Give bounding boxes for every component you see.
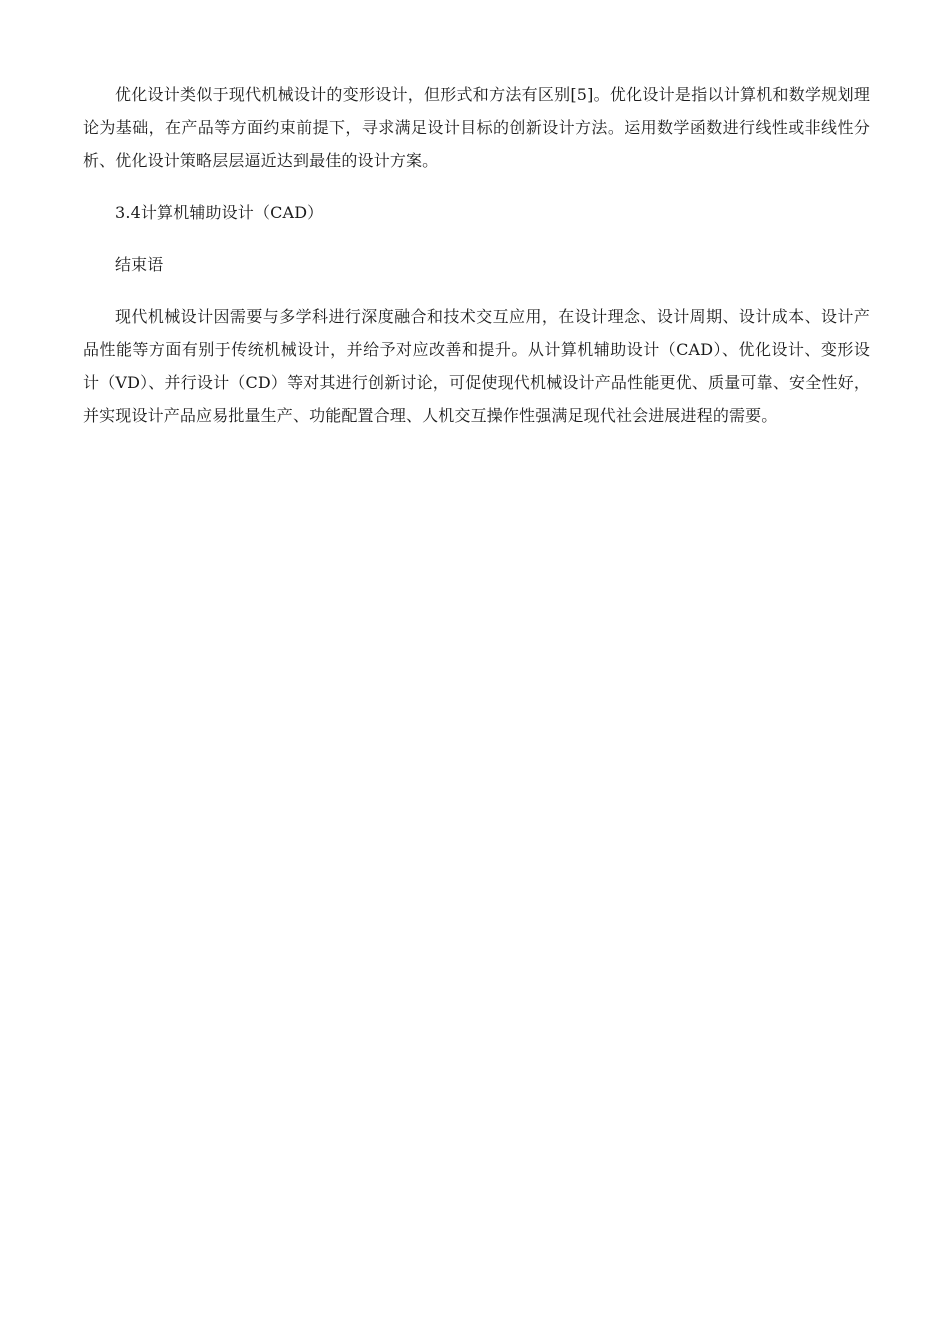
section-heading-cad: 3.4计算机辅助设计（CAD） bbox=[115, 203, 324, 222]
document-body bbox=[83, 78, 870, 432]
conclusion-heading: 结束语 bbox=[115, 255, 164, 274]
paragraph-optimization-design: 优化设计类似于现代机械设计的变形设计，但形式和方法有区别[5]。优化设计是指以计算机和数学规划理论为基础，在产品等方面约束前提下，寻求满足设计目标的创新设计方法。运用数学函数进行线性或非线性分析、优化设计策略层层逼近达到最佳的设计方案。 bbox=[83, 85, 870, 170]
paragraph-conclusion: 现代机械设计因需要与多学科进行深度融合和技术交互应用，在设计理念、设计周期、设计成本、设计产品性能等方面有别于传统机械设计，并给予对应改善和提升。从计算机辅助设计（CAD）、优化设计、变形设计（VD）、并行设计（CD）等对其进行创新讨论，可促使现代机械设计产品性能更优、质量可靠、安全性好，并实现设计产品应易批量生产、功能配置合理、人机交互操作性强满足现代社会进展进程的需要。 bbox=[83, 307, 870, 425]
